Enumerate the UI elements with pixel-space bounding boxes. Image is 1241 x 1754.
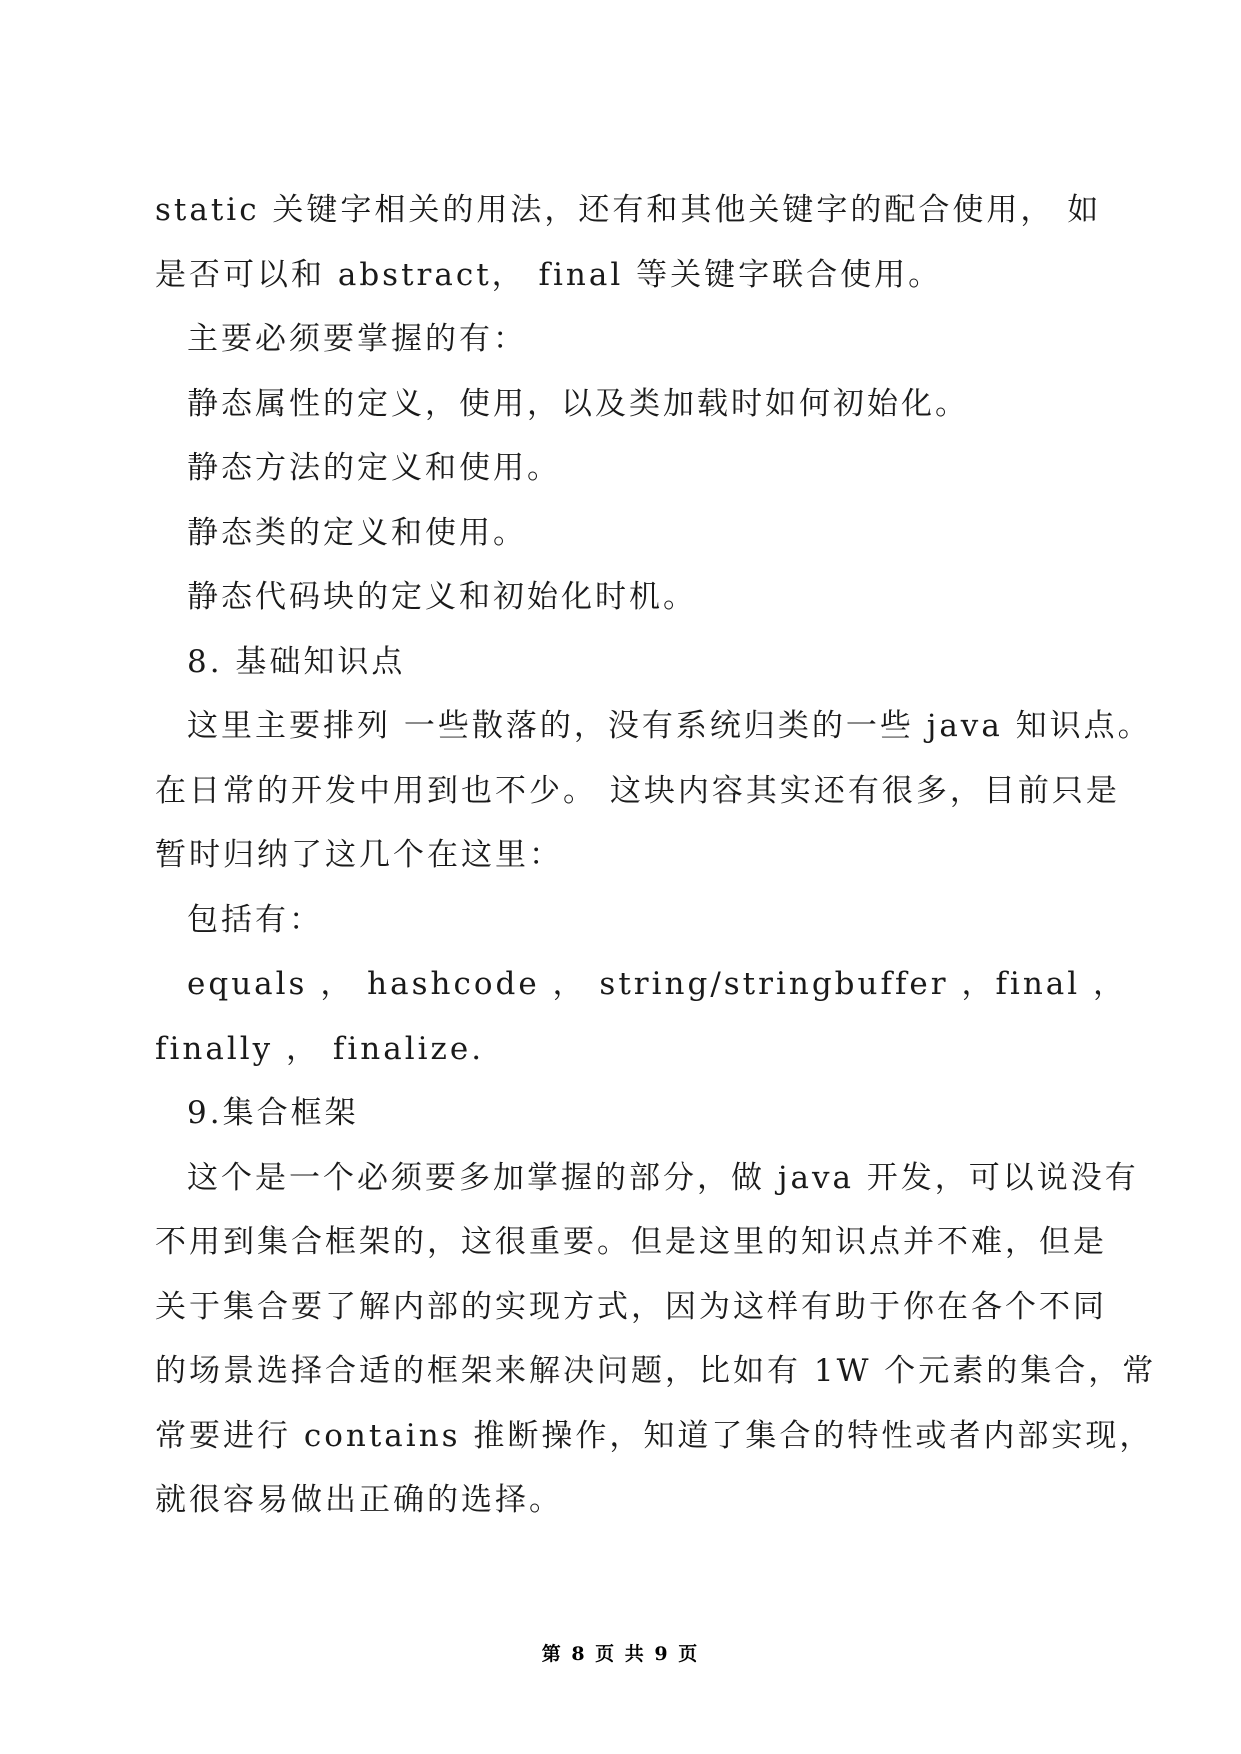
text-line-20: 常要进行 contains 推断操作，知道了集合的特性或者内部实现， xyxy=(155,1417,1154,1454)
section-heading-8: 8. 基础知识点 xyxy=(187,643,406,680)
text-line-12: 包括有： xyxy=(187,901,323,938)
text-line-5: 静态方法的定义和使用。 xyxy=(187,450,561,486)
text-line-9: 这里主要排列 一些散落的，没有系统归类的一些 java 知识点。 xyxy=(187,708,1152,744)
text-line-13: equals ， hashcode ， string/stringbuffer ，final ， xyxy=(187,966,1128,1002)
text-line-16: 这个是一个必须要多加掌握的部分，做 java 开发，可以说没有 xyxy=(187,1159,1139,1196)
text-line-18: 关于集合要了解内部的实现方式，因为这样有助于你在各个不同 xyxy=(155,1288,1107,1325)
text-line-21: 就很容易做出正确的选择。 xyxy=(155,1482,563,1518)
text-line-4: 静态属性的定义，使用，以及类加载时如何初始化。 xyxy=(187,385,969,422)
body-text xyxy=(155,178,1157,1533)
text-line-14: finally ， finalize. xyxy=(155,1030,485,1067)
text-line-1: static 关键字相关的用法，还有和其他关键字的配合使用， 如 xyxy=(155,192,1102,228)
text-line-7: 静态代码块的定义和初始化时机。 xyxy=(187,579,697,615)
text-line-19: 的场景选择合适的框架来解决问题，比如有 1W 个元素的集合，常 xyxy=(155,1353,1157,1389)
text-line-2: 是否可以和 abstract， final 等关键字联合使用。 xyxy=(155,256,943,293)
text-line-10: 在日常的开发中用到也不少。 这块内容其实还有很多，目前只是 xyxy=(155,772,1120,809)
page-number-footer: 第 8 页 共 9 页 xyxy=(541,1643,700,1665)
text-line-3: 主要必须要掌握的有： xyxy=(187,321,527,357)
text-line-6: 静态类的定义和使用。 xyxy=(187,514,527,551)
text-line-17: 不用到集合框架的，这很重要。但是这里的知识点并不难，但是 xyxy=(155,1224,1107,1260)
section-heading-9: 9.集合框架 xyxy=(187,1095,359,1131)
text-line-11: 暂时归纳了这几个在这里： xyxy=(155,837,563,873)
